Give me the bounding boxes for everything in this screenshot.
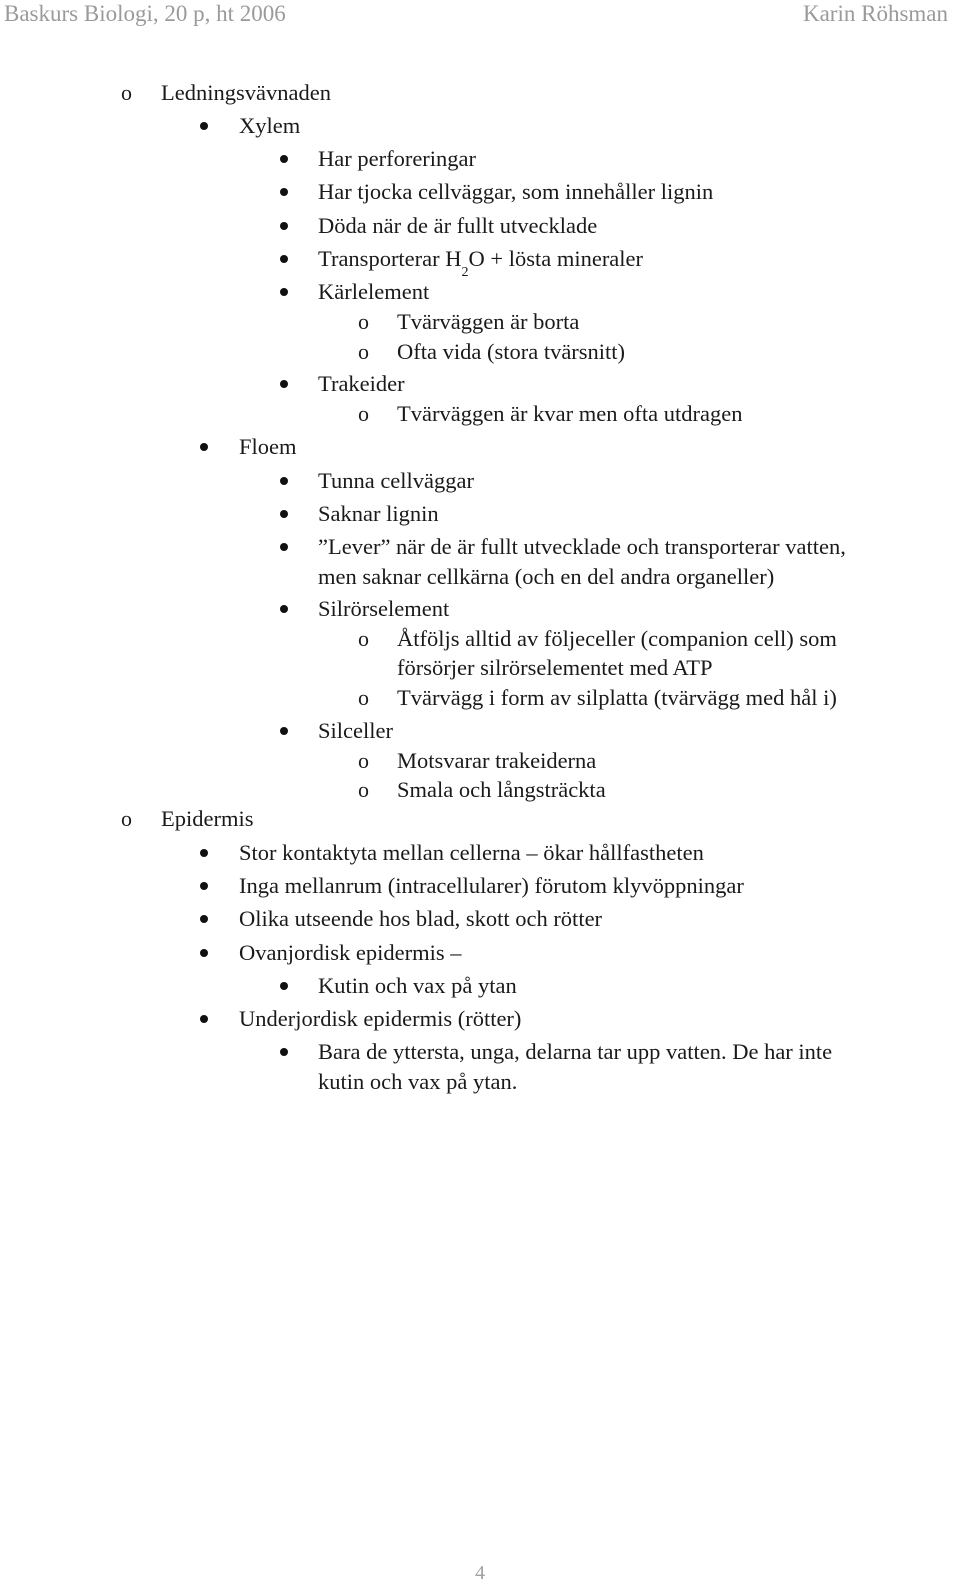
bullet-icon xyxy=(280,605,288,613)
bullet-icon xyxy=(280,222,288,230)
bullet-icon xyxy=(200,122,208,130)
bullet-icon xyxy=(280,543,288,551)
circle-bullet-icon: o xyxy=(121,806,132,831)
bullet-icon xyxy=(280,477,288,485)
bullet-icon xyxy=(280,510,288,518)
bullet-icon xyxy=(200,915,208,923)
bullet-icon xyxy=(200,849,208,857)
bullet-icon xyxy=(280,727,288,735)
circle-bullet-icon: o xyxy=(358,339,369,364)
circle-bullet-icon: o xyxy=(358,748,369,773)
circle-bullet-icon: o xyxy=(358,309,369,334)
header-author: Karin Röhsman xyxy=(802,1,948,26)
header-course-title: Baskurs Biologi, 20 p, ht 2006 xyxy=(4,1,286,26)
circle-bullet-icon: o xyxy=(358,777,369,802)
bullet-icon xyxy=(280,380,288,388)
bullet-icon xyxy=(280,188,288,196)
bullet-icon xyxy=(200,949,208,957)
bullet-icon xyxy=(280,255,288,263)
circle-bullet-icon: o xyxy=(358,401,369,426)
bullet-icon xyxy=(280,155,288,163)
bullet-icon xyxy=(280,288,288,296)
bullet-icon xyxy=(200,1015,208,1023)
bullet-icon xyxy=(280,1048,288,1056)
bullet-icon xyxy=(280,982,288,990)
circle-bullet-icon: o xyxy=(358,626,369,651)
bullet-icon xyxy=(200,882,208,890)
circle-bullet-icon: o xyxy=(358,685,369,710)
bullet-icon xyxy=(200,443,208,451)
page-number: 4 xyxy=(475,1562,485,1584)
circle-bullet-icon: o xyxy=(121,80,132,105)
